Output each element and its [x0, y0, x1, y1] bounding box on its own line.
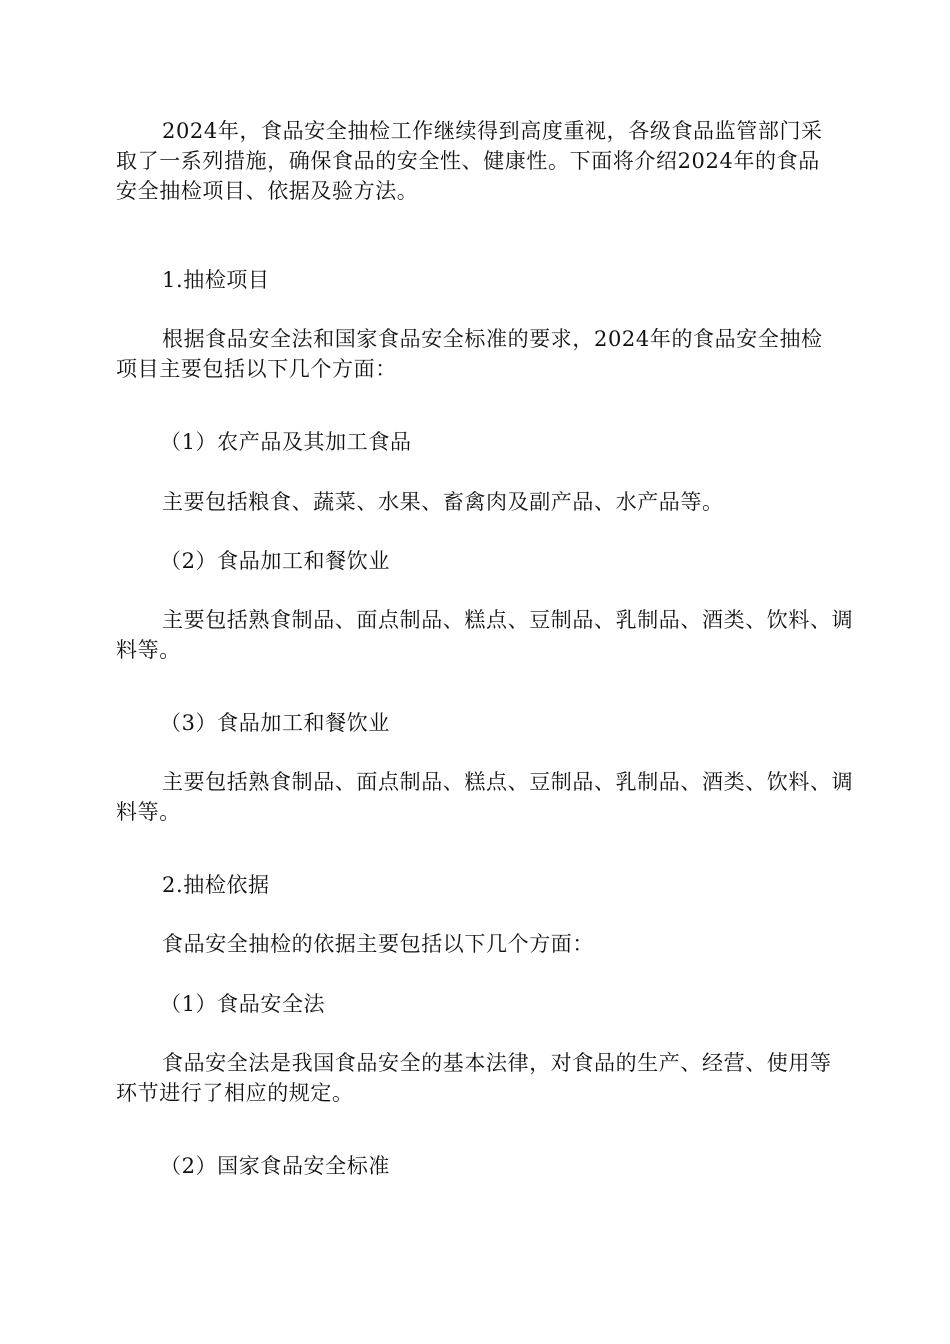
- agricultural-products-paragraph: 主要包括粮食、蔬菜、水果、畜禽肉及副产品、水产品等。: [162, 490, 724, 514]
- food-processing-paragraph-2: 主要包括熟食制品、面点制品、糕点、豆制品、乳制品、酒类、饮料、调料等。: [116, 770, 854, 824]
- inspection-basis-paragraph: 食品安全抽检的依据主要包括以下几个方面：: [162, 932, 594, 956]
- section-heading-inspection-items: 1.抽检项目: [162, 268, 270, 292]
- inspection-items-paragraph: 根据食品安全法和国家食品安全标准的要求，2024年的食品安全抽检项目主要包括以下几个方面：: [116, 327, 823, 381]
- subheading-food-safety-law: （1）食品安全法: [160, 992, 326, 1016]
- intro-paragraph: 2024年，食品安全抽检工作继续得到高度重视，各级食品监管部门采取了一系列措施，确保食品的安全性、健康性。下面将介绍2024年的食品安全抽检项目、依据及验方法。: [116, 119, 823, 203]
- subheading-agricultural-products: （1）农产品及其加工食品: [160, 430, 412, 454]
- section-heading-inspection-basis: 2.抽检依据: [162, 873, 270, 897]
- subheading-food-processing-2: （3）食品加工和餐饮业: [160, 711, 390, 735]
- food-safety-law-paragraph: 食品安全法是我国食品安全的基本法律，对食品的生产、经营、使用等环节进行了相应的规定。: [116, 1051, 832, 1105]
- subheading-national-standards: （2）国家食品安全标准: [160, 1154, 390, 1178]
- food-processing-paragraph-1: 主要包括熟食制品、面点制品、糕点、豆制品、乳制品、酒类、饮料、调料等。: [116, 608, 854, 662]
- subheading-food-processing-1: （2）食品加工和餐饮业: [160, 549, 390, 573]
